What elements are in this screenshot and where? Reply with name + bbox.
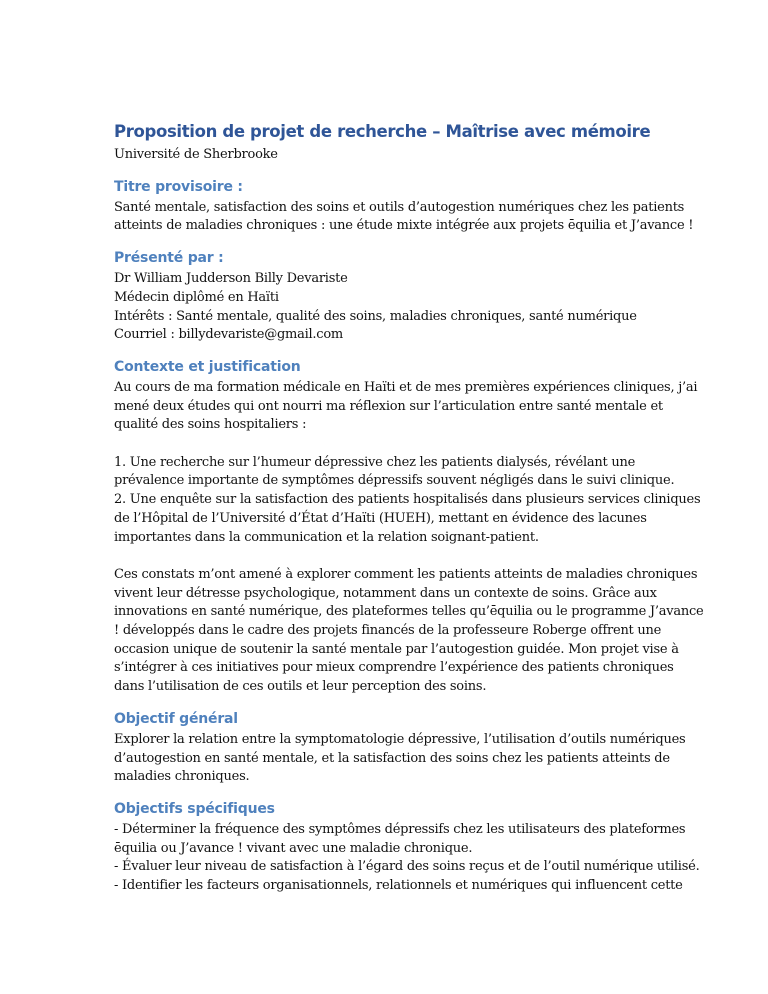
author-interests: Intérêts : Santé mentale, qualité des soins, maladies chroniques, santé numérique bbox=[114, 308, 637, 324]
text-line: d’autogestion en santé mentale, et la satisfaction des soins chez les patients atteints de bbox=[114, 750, 670, 766]
section-heading-objectif-general: Objectif général bbox=[114, 710, 238, 727]
text-line: atteints de maladies chroniques : une étude mixte intégrée aux projets ēquilia et J’avance ! bbox=[114, 218, 694, 234]
text-line: 1. Une recherche sur l’humeur dépressive chez les patients dialysés, révélant une bbox=[114, 454, 636, 470]
list-item: - Déterminer la fréquence des symptômes dépressifs chez les utilisateurs des plateformes bbox=[114, 821, 686, 837]
text-line: prévalence importante de symptômes dépressifs souvent négligés dans le suivi clinique. bbox=[114, 473, 675, 489]
section-heading-objectifs-specifiques: Objectifs spécifiques bbox=[114, 800, 275, 817]
text-line: s’intégrer à ces initiatives pour mieux comprendre l’expérience des patients chroniques bbox=[114, 660, 674, 676]
text-line: mené deux études qui ont nourri ma réflexion sur l’articulation entre santé mentale et bbox=[114, 398, 663, 414]
paragraph-gap bbox=[114, 547, 668, 566]
text-line: Explorer la relation entre la symptomatologie dépressive, l’utilisation d’outils numériques bbox=[114, 731, 686, 747]
text-line: occasion unique de soutenir la santé mentale par l’autogestion guidée. Mon projet vise à bbox=[114, 641, 679, 657]
author-degree: Médecin diplômé en Haïti bbox=[114, 289, 279, 305]
text-line: qualité des soins hospitaliers : bbox=[114, 417, 307, 433]
titre-paragraph bbox=[114, 199, 694, 236]
paragraph-gap bbox=[114, 435, 668, 454]
contexte-paragraph bbox=[114, 379, 704, 697]
presente-paragraph bbox=[114, 270, 668, 345]
text-line: 2. Une enquête sur la satisfaction des patients hospitalisés dans plusieurs services cliniques bbox=[114, 492, 701, 508]
document-title: Proposition de projet de recherche – Maîtrise avec mémoire bbox=[114, 122, 651, 141]
text-line: Au cours de ma formation médicale en Haïti et de mes premières expériences cliniques, j’ai bbox=[114, 379, 698, 395]
section-heading-contexte: Contexte et justification bbox=[114, 358, 301, 375]
text-line: Santé mentale, satisfaction des soins et outils d’autogestion numériques chez les patients bbox=[114, 199, 685, 215]
text-line: innovations en santé numérique, des plateformes telles qu’ēquilia ou le programme J’avance bbox=[114, 604, 704, 620]
section-heading-titre: Titre provisoire : bbox=[114, 178, 243, 195]
text-line: Ces constats m’ont amené à explorer comment les patients atteints de maladies chroniques bbox=[114, 566, 698, 582]
list-item: - Évaluer leur niveau de satisfaction à l’égard des soins reçus et de l’outil numérique utilisé. bbox=[114, 859, 700, 875]
text-line: importantes dans la communication et la relation soignant-patient. bbox=[114, 529, 539, 545]
text-line: vivent leur détresse psychologique, notamment dans un contexte de soins. Grâce aux bbox=[114, 585, 657, 601]
objectif-general-paragraph bbox=[114, 731, 686, 787]
list-item: ēquilia ou J’avance ! vivant avec une maladie chronique. bbox=[114, 840, 473, 856]
list-item: - Identifier les facteurs organisationnels, relationnels et numériques qui influencent cette bbox=[114, 878, 683, 894]
section-heading-presente: Présenté par : bbox=[114, 250, 224, 267]
text-line: ! développés dans le cadre des projets financés de la professeure Roberge offrent une bbox=[114, 623, 662, 639]
author-name: Dr William Judderson Billy Devariste bbox=[114, 271, 348, 287]
text-line: dans l’utilisation de ces outils et leur perception des soins. bbox=[114, 679, 487, 695]
text-line: de l’Hôpital de l’Université d’État d’Haïti (HUEH), mettant en évidence des lacunes bbox=[114, 510, 647, 526]
author-email: Courriel : billydevariste@gmail.com bbox=[114, 327, 343, 343]
text-line: maladies chroniques. bbox=[114, 769, 250, 785]
objectifs-specifiques-list bbox=[114, 821, 700, 896]
university-name: Université de Sherbrooke bbox=[114, 147, 278, 162]
